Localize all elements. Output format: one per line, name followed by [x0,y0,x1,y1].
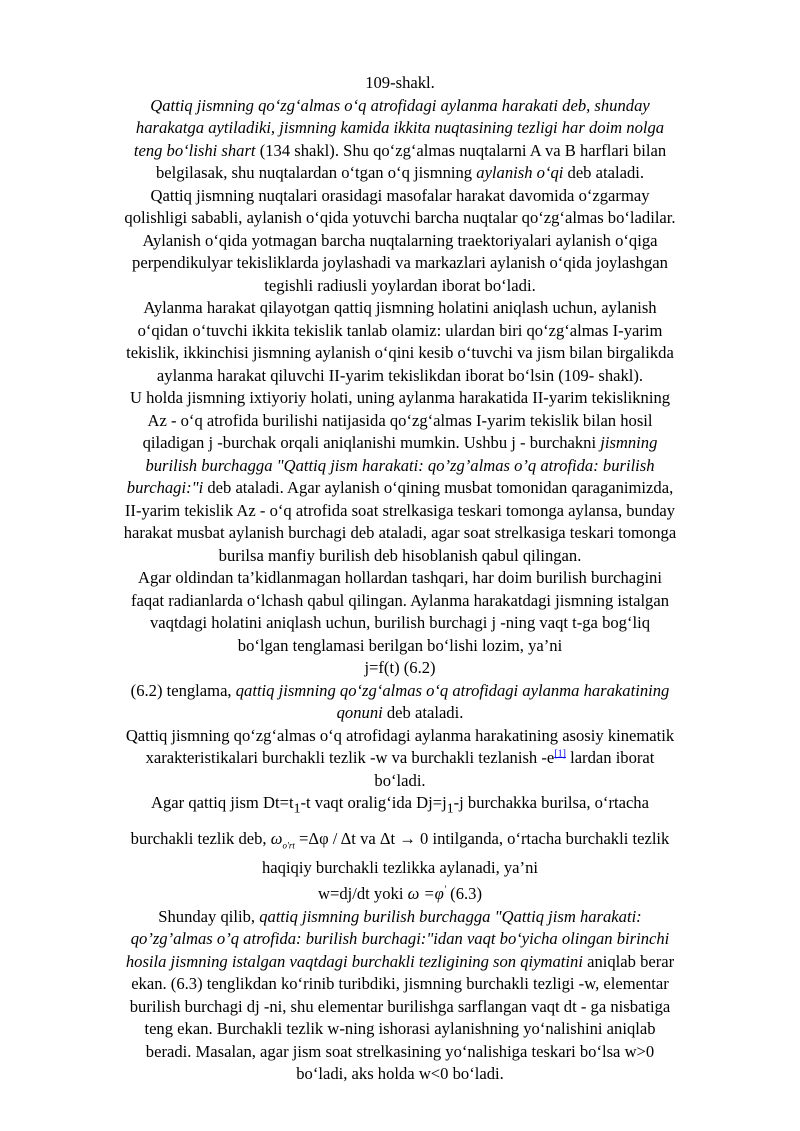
body-text: deb ataladi. [563,163,645,182]
body-text: qiladigan j -burchak orqali aniqlanishi mumkin. Ushbu j - burchakni [142,433,601,452]
term-text: hosila jismning istalgan vaqtdagi burchakli tezligining son qiymatini [125,951,583,971]
text-line: faqat radianlarda o‘lchash qabul qilingan. Aylanma harakatdagi jismning istalgan [130,590,670,610]
paragraph-characteristics [112,725,688,793]
text-line: vaqtdagi holatini aniqlash uchun, burilish burchagi j -ning vaqt t-ga bog‘liq [149,613,651,632]
body-text: (6.2) tenglama, [130,680,236,700]
body-text: deb ataladi. Agar aylanish o‘qining musbat tomonidan qaraganimizda, [203,478,674,497]
term-text: aylanish o‘qi [476,163,564,182]
body-text: burchakli tezlik deb, [130,828,271,848]
paragraph-points [112,185,688,298]
paragraph-half-planes [112,297,688,387]
text-line: aylanma harakat qiluvchi II-yarim tekislikdan iborat bo‘lsin (109- shakl). [156,365,644,385]
paragraph-average-velocity [112,792,688,879]
text-line: o‘qidan o‘tuvchi ikkita tekislik tanlab olamiz: ulardan biri qo‘zg‘almas I-yarim [137,320,663,340]
text-line: bo‘lgan tenglamasi berilgan bo‘lishi lozim, ya’ni [237,635,563,655]
body-text: -t vaqt oralig‘ida Dj=j [300,793,447,812]
text-line: burilish burchagi dj -ni, shu elementar burilishga sarflangan vaqt dt - ga nisbatiga [129,996,671,1016]
text-line: burilsa manfiy burilish deb hisoblanish qabul qilingan. [218,545,582,565]
body-text: intilganda, o‘rtacha burchakli tezlik [428,828,670,848]
text-line: Qattiq jismning nuqtalari orasidagi masofalar harakat davomida o‘zgarmay [150,185,650,205]
text-line: harakat musbat aylanish burchagi deb ataladi, agar soat strelkasiga teskari tomonga [123,523,677,542]
text-line: tegishli radiusli yoylardan iborat bo‘ladi. [264,275,536,295]
text-line: perpendikulyar tekisliklarda joylashadi va markazlari aylanish o‘qida joylashgan [132,253,668,272]
equation-6-2: j=f(t) (6.2) [364,658,436,677]
text-line: II-yarim tekislik Az - o‘q atrofida soat strelkasiga teskari tomonga aylansa, bunday [124,500,676,520]
term-text: qattiq jismning qo‘zg‘almas o‘q atrofidagi aylanma harakatining [235,680,670,700]
definition-text: teng bo‘lishi shart [133,140,256,160]
text-line: Aylanish o‘qida yotmagan barcha nuqtalarning traektoriyalari aylanish o‘qiga [142,230,658,250]
text-line: Agar oldindan ta’kidlanmagan hollardan tashqari, har doim burilish burchagini [138,568,662,587]
subscript: 1 [446,800,454,816]
term-text: burilish burchagga "Qattiq jism harakati: qo’zg’almas o’q atrofida: burilish [145,455,655,475]
term-text: qattiq jismning burilish burchagga "Qattiq jism harakati: [259,906,642,926]
text-line: bo‘ladi, aks holda w<0 bo‘ladi. [296,1064,504,1084]
term-text: qo’zg’almas o’q atrofida: burilish burchagi:"idan vaqt bo‘yicha olingan birinchi [130,929,670,949]
paragraph-rotation-angle [112,387,688,567]
term-text: qonuni [336,703,383,722]
body-text: Shunday qilib, [158,906,260,926]
text-line: bo‘ladi. [374,770,426,790]
term-text: jismning [600,433,658,452]
definition-text: Qattiq jismning qo‘zg‘almas o‘q atrofidagi aylanma harakati deb, shunday [150,95,650,115]
body-text: belgilasak, shu nuqtalardan o‘tgan o‘q jismning [155,163,477,182]
text-line: tekislik, ikkinchisi jismning aylanish o‘qini kesib o‘tuvchi va jism bilan birgalikda [126,343,674,362]
body-text: (134 shakl). Shu qo‘zg‘almas nuqtalarni A va B harflari bilan [255,140,667,160]
average-velocity-formula: $\omega_{o'rt} =\Delta\varphi / \Delta t$ va Δt → 0 [270,828,429,851]
body-text: deb ataladi. [382,703,464,722]
equation-6-3: w=dj/dt yoki ω =φ′ (6.3) [112,883,688,906]
document-page [112,72,688,1086]
text-line: Aylanma harakat qilayotgan qattiq jismning holatini aniqlash uchun, aylanish [143,298,657,317]
body-text: -j burchakka burilsa, o‘rtacha [453,793,649,812]
text-line: haqiqiy burchakli tezlikka aylanadi, ya’ni [261,857,538,877]
paragraph-law [112,680,688,725]
text-line: Qattiq jismning qo‘zg‘almas o‘q atrofidagi aylanma harakatining asosiy kinematik [125,725,675,745]
paragraph-conclusion [112,906,688,1086]
term-text: burchagi:"i [126,478,204,497]
text-line: beradi. Masalan, agar jism soat strelkasining yo‘nalishiga teskari bo‘lsa w>0 [145,1041,655,1061]
paragraph-radians [112,567,688,657]
body-text: xarakteristikalari burchakli tezlik -w va burchakli tezlanish -e [145,748,555,767]
text-line: teng ekan. Burchakli tezlik w-ning ishorasi aylanishning yo‘nalishini aniqlab [144,1019,656,1039]
body-text: aniqlab berar [582,951,675,971]
subscript: 1 [293,800,301,816]
text-line: ekan. (6.3) tenglikdan ko‘rinib turibdiki, jismning burchakli tezligi -w, elementar [131,974,669,994]
angular-velocity-formula: ω =φ′ [407,884,447,904]
body-text: lardan iborat [565,748,655,767]
text-line: U holda jismning ixtiyoriy holati, uning aylanma harakatida II-yarim tekislikning [129,388,671,407]
definition-text: harakatga aytiladiki, jismning kamida ikkita nuqtasining tezligi har doim nolga [135,118,665,137]
text-line: qolishligi sababli, aylanish o‘qida yotuvchi barcha nuqtalar qo‘zg‘almas bo‘ladilar. [124,208,676,227]
figure-caption: 109-shakl. [365,73,435,92]
footnote-link[interactable]: [1] [554,748,566,760]
text-line: Az - o‘q atrofida burilishi natijasida qo‘zg‘almas I-yarim tekislik bilan hosil [147,410,653,430]
body-text: Agar qattiq jism Dt=t [151,793,294,812]
paragraph-definition [112,95,688,185]
